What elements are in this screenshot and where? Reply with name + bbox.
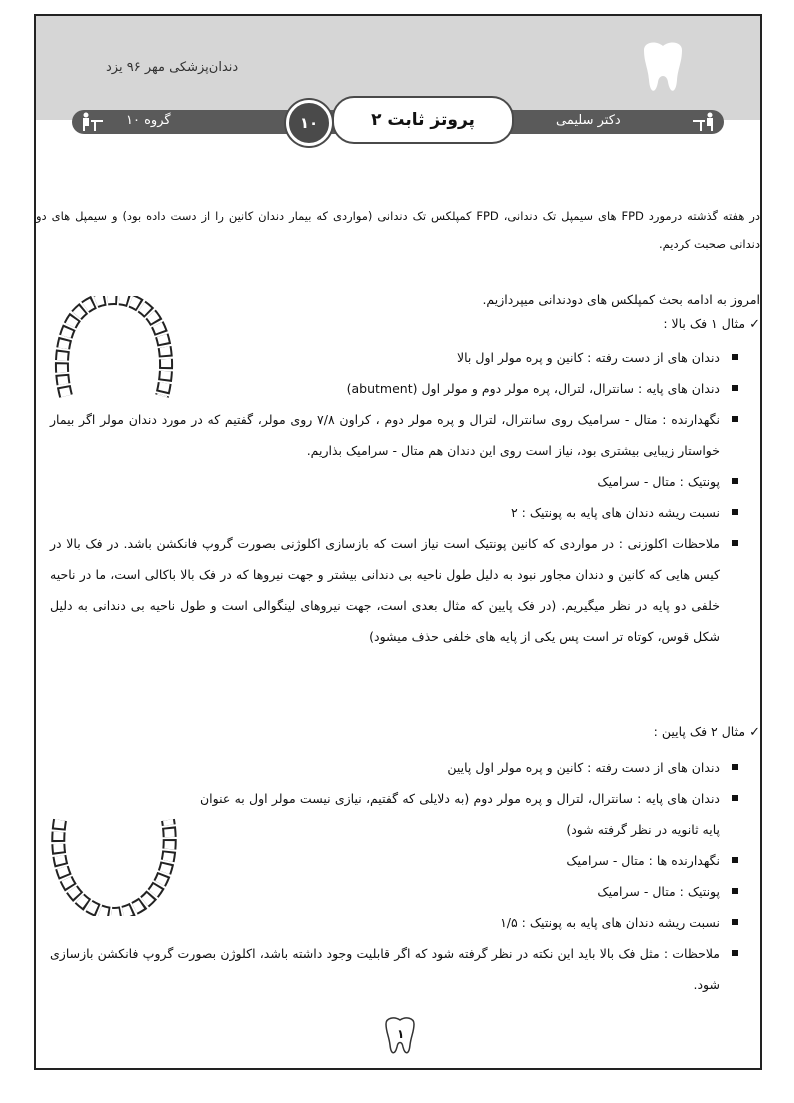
list-item: دندان های پایه : سانترال، لترال، پره مولر دوم و مولر اول (abutment) <box>50 373 740 404</box>
page-frame <box>34 14 762 1070</box>
page-number: ۱ <box>397 1027 405 1041</box>
list-item: دندان های از دست رفته : کانین و پره مولر اول پایین <box>50 752 740 783</box>
checkmark-icon: ✓ <box>749 317 760 332</box>
list-item: نگهدارنده ها : متال - سرامیک <box>200 845 740 876</box>
example1-heading: ✓مثال ۱ فک بالا : <box>663 316 760 332</box>
list-item: دندان های از دست رفته : کانین و پره مولر اول بالا <box>50 342 740 373</box>
list-item: ملاحظات اکلوزنی : در مواردی که کانین پونتیک است نیاز است که بازسازی اکلوژنی بصورت گروپ فانکشن باشد. در فک بالا در کیس هایی که کانین و دندان مجاور نبود به دلیل طول ناحیه بی دندانی بیشتر و جهت نیروها که در فک بالا باکالی است، ما در ناحیه خلفی دو پایه در نظر میگیریم. (در فک پایین که مثال بعدی است، جهت نیروهای لینگوالی است و طول ناحیه بی دندانی به دلیل شکل قوس، کوتاه تر است پس یکی از پایه های خلفی حذف میشود) <box>50 528 740 652</box>
school-label: دندان‌پزشکی مهر ۹۶ یزد <box>106 60 239 75</box>
list-item: ملاحظات : مثل فک بالا باید این نکته در نظر گرفته شود که اگر قابلیت وجود داشته باشد، اکلوژن بصورت گروپ فانکشن بازسازی شود. <box>50 938 740 1000</box>
lower-dental-arch-illustration <box>50 816 178 916</box>
session-number-badge: ۱۰ <box>286 100 332 146</box>
group-label: گروه ۱۰ <box>126 113 171 128</box>
page-title: پروتز ثابت ۲ <box>332 96 514 144</box>
list-item: پونتیک : متال - سرامیک <box>200 876 740 907</box>
intro-paragraph-1: در هفته گذشته درمورد FPD های سیمپل تک دندانی، FPD کمپلکس تک دندانی (مواردی که بیمار دندان کانین را از دست داده بود) و سیمپل های دو دندانی صحبت کردیم. <box>36 209 761 251</box>
list-item: دندان های پایه : سانترال، لترال و پره مولر دوم (به دلایلی که گفتیم، نیازی نیست مولر اول به عنوان پایه ثانویه در نظر گرفته شود) <box>200 783 740 845</box>
example2-heading: ✓مثال ۲ فک پایین : <box>653 724 760 740</box>
list-item: نسبت ریشه دندان های پایه به پونتیک : ۲ <box>50 497 740 528</box>
teacher-label: دکتر سلیمی <box>556 113 621 128</box>
upper-dental-arch-illustration <box>54 296 174 402</box>
checkmark-icon: ✓ <box>749 725 760 740</box>
list-item: نگهدارنده : متال - سرامیک روی سانترال، لترال و پره مولر دوم ، کراون ۷/۸ روی مولر، گفتیم که در مورد دندان مولر اگر بیمار خواستار زیبایی بیشتری بود، نیاز است روی این دندان هم متال - سرامیک بذاریم. <box>50 404 740 466</box>
list-item: پونتیک : متال - سرامیک <box>50 466 740 497</box>
tooth-logo-icon <box>638 40 688 96</box>
intro-paragraph-2: امروز به ادامه بحث کمپلکس های دودندانی میپردازیم. <box>482 292 760 307</box>
list-item: نسبت ریشه دندان های پایه به پونتیک : ۱/۵ <box>200 907 740 938</box>
lecture-desk-icon <box>80 112 104 132</box>
teacher-board-icon <box>692 112 716 132</box>
